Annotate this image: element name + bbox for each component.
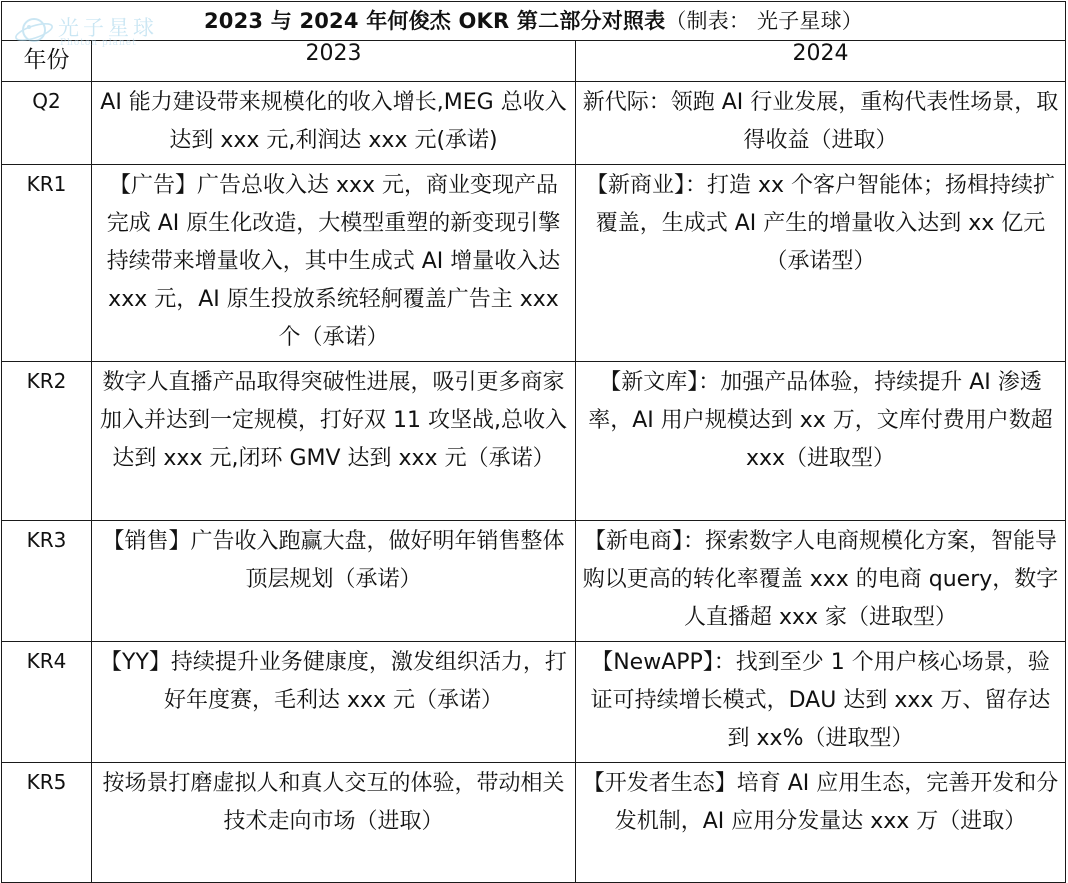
cell-2024-kr5 bbox=[576, 763, 1066, 883]
okr-comparison-table bbox=[1, 1, 1066, 883]
cell-2023-kr2 bbox=[92, 362, 576, 521]
table-row-kr2 bbox=[2, 362, 1066, 521]
cell-2023-kr1-text: 【广告】广告总收入达 xxx 元，商业变现产品完成 AI 原生化改造，大模型重塑的新变现引擎持续带来增量收入，其中生成式 AI 增量收入达 xxx 元，AI 原生投放系统轻舸覆盖广告主 xxx 个（承诺） bbox=[106, 173, 561, 350]
header-2024: 2024 bbox=[576, 41, 1066, 82]
table-row-kr5 bbox=[2, 763, 1066, 883]
cell-2023-kr3 bbox=[92, 521, 576, 642]
cell-2024-kr4-text: 【NewAPP】：找到至少 1 个用户核心场景，验证可持续增长模式，DAU 达到 xxx 万、留存达到 xx%（进取型） bbox=[590, 650, 1051, 751]
header-year-label: 年份 bbox=[2, 41, 92, 82]
cell-2024-kr5-text: 【开发者生态】培育 AI 应用生态，完善开发和分发机制，AI 应用分发量达 xxx 万（进取） bbox=[582, 771, 1059, 834]
table-row-q2 bbox=[2, 82, 1066, 165]
row-label-kr1: KR1 bbox=[2, 165, 92, 362]
cell-2024-kr4 bbox=[576, 642, 1066, 763]
table-row-kr1 bbox=[2, 165, 1066, 362]
row-label-q2: Q2 bbox=[2, 82, 92, 165]
watermark-subtext: Photon planet bbox=[60, 38, 137, 48]
row-label-kr5: KR5 bbox=[2, 763, 92, 883]
cell-2024-kr2-text: 【新文库】：加强产品体验，持续提升 AI 渗透率，AI 用户规模达到 xx 万，文库付费用户数超 xxx（进取型） bbox=[588, 370, 1053, 471]
cell-2023-kr2-text: 数字人直播产品取得突破性进展，吸引更多商家加入并达到一定规模，打好双 11 攻坚战,总收入达到 xxx 元,闭环 GMV 达到 xxx 元（承诺） bbox=[100, 370, 567, 471]
cell-2023-q2 bbox=[92, 82, 576, 165]
cell-2023-kr3-text: 【销售】广告收入跑赢大盘，做好明年销售整体顶层规划（承诺） bbox=[102, 529, 565, 592]
cell-2023-kr4-text: 【YY】持续提升业务健康度，激发组织活力，打好年度赛，毛利达 xxx 元（承诺） bbox=[100, 650, 567, 713]
cell-2023-q2-text: AI 能力建设带来规模化的收入增长,MEG 总收入达到 xxx 元,利润达 xxx 元(承诺) bbox=[100, 90, 567, 153]
table-row-kr3 bbox=[2, 521, 1066, 642]
cell-2024-kr3 bbox=[576, 521, 1066, 642]
table-row-kr4 bbox=[2, 642, 1066, 763]
cell-2023-kr5 bbox=[92, 763, 576, 883]
row-label-kr3: KR3 bbox=[2, 521, 92, 642]
cell-2023-kr4 bbox=[92, 642, 576, 763]
watermark-text: 光子星球 bbox=[58, 16, 158, 40]
cell-2024-kr3-text: 【新电商】：探索数字人电商规模化方案，智能导购以更高的转化率覆盖 xxx 的电商 query，数字人直播超 xxx 家（进取型） bbox=[582, 529, 1059, 630]
table-title-note: （制表： 光子星球） bbox=[665, 9, 864, 33]
title-row bbox=[2, 2, 1066, 41]
cell-2023-kr1 bbox=[92, 165, 576, 362]
row-label-kr4: KR4 bbox=[2, 642, 92, 763]
header-2023: 2023 bbox=[92, 41, 576, 82]
row-label-kr2: KR2 bbox=[2, 362, 92, 521]
cell-2024-kr1-text: 【新商业】：打造 xx 个客户智能体；扬楫持续扩覆盖，生成式 AI 产生的增量收入达到 xx 亿元（承诺型） bbox=[585, 173, 1056, 274]
table-title bbox=[2, 2, 1065, 40]
cell-2024-q2-text: 新代际：领跑 AI 行业发展，重构代表性场景，取得收益（进取） bbox=[582, 90, 1059, 153]
cell-2024-kr2 bbox=[576, 362, 1066, 521]
cell-2023-kr5-text: 按场景打磨虚拟人和真人交互的体验，带动相关技术走向市场（进取） bbox=[102, 771, 565, 834]
cell-2024-q2 bbox=[576, 82, 1066, 165]
cell-2024-kr1 bbox=[576, 165, 1066, 362]
table-title-main: 2023 与 2024 年何俊杰 OKR 第二部分对照表 bbox=[203, 9, 666, 33]
table-title-cell bbox=[2, 2, 1066, 41]
header-row bbox=[2, 41, 1066, 82]
